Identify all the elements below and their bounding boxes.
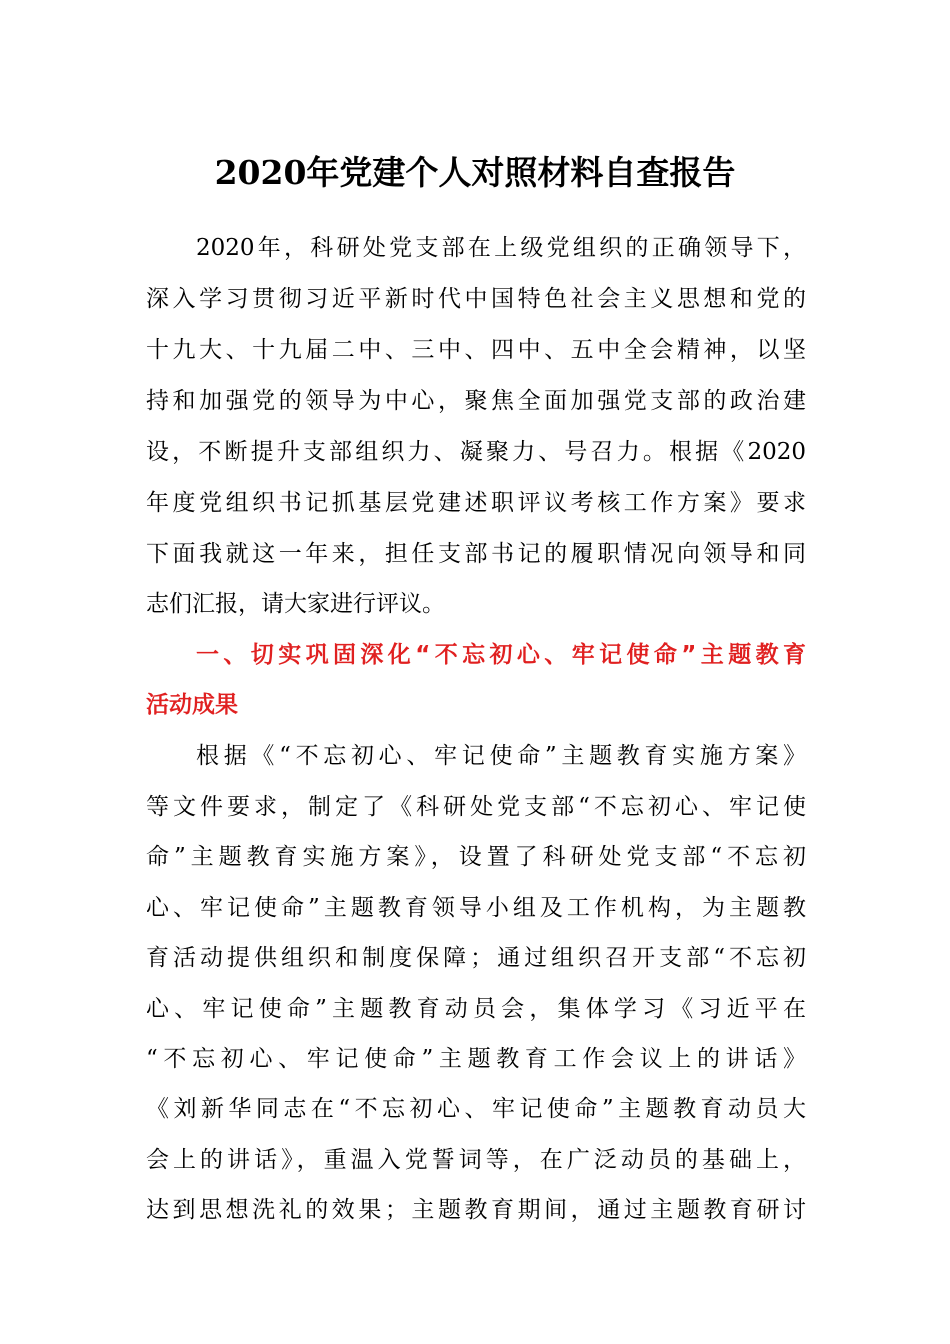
section1-body-line-3: 命”主题教育实施方案》，设置了科研处党支部“不忘初 [146, 844, 806, 870]
intro-line-4: 持和加强党的领导为中心，聚焦全面加强党支部的政治建 [146, 388, 806, 414]
intro-line-8: 志们汇报，请大家进行评议。 [146, 591, 445, 617]
intro-line-1: 2020年，科研处党支部在上级党组织的正确领导下， [196, 235, 806, 261]
section1-body-line-6: 心、牢记使命”主题教育动员会，集体学习《习近平在 [146, 996, 806, 1022]
section1-body-line-5: 育活动提供组织和制度保障；通过组织召开支部“不忘初 [146, 945, 806, 971]
intro-line-2: 深入学习贯彻习近平新时代中国特色社会主义思想和党的 [146, 286, 806, 312]
intro-line-7: 下面我就这一年来，担任支部书记的履职情况向领导和同 [146, 541, 806, 567]
section1-body-line-1: 根据《“不忘初心、牢记使命”主题教育实施方案》 [196, 743, 806, 769]
intro-line-5: 设，不断提升支部组织力、凝聚力、号召力。根据《2020 [146, 439, 806, 465]
section1-heading-line-1: 一、切实巩固深化“不忘初心、牢记使命”主题教育 [196, 642, 806, 668]
section1-body-line-10: 达到思想洗礼的效果；主题教育期间，通过主题教育研讨 [146, 1197, 806, 1223]
intro-line-3: 十九大、十九届二中、三中、四中、五中全会精神，以坚 [146, 337, 806, 363]
section1-body-line-8: 《刘新华同志在“不忘初心、牢记使命”主题教育动员大 [146, 1096, 806, 1122]
section1-heading-line-2: 活动成果 [146, 692, 238, 718]
section1-body-line-7: “不忘初心、牢记使命”主题教育工作会议上的讲话》 [146, 1046, 806, 1072]
intro-line-6: 年度党组织书记抓基层党建述职评议考核工作方案》要求 [146, 490, 806, 516]
document-title: 2020年党建个人对照材料自查报告 [214, 153, 736, 192]
section1-body-line-9: 会上的讲话》，重温入党誓词等，在广泛动员的基础上， [146, 1147, 806, 1173]
section1-body-line-2: 等文件要求，制定了《科研处党支部“不忘初心、牢记使 [146, 794, 806, 820]
section1-body-line-4: 心、牢记使命”主题教育领导小组及工作机构，为主题教 [146, 895, 806, 921]
